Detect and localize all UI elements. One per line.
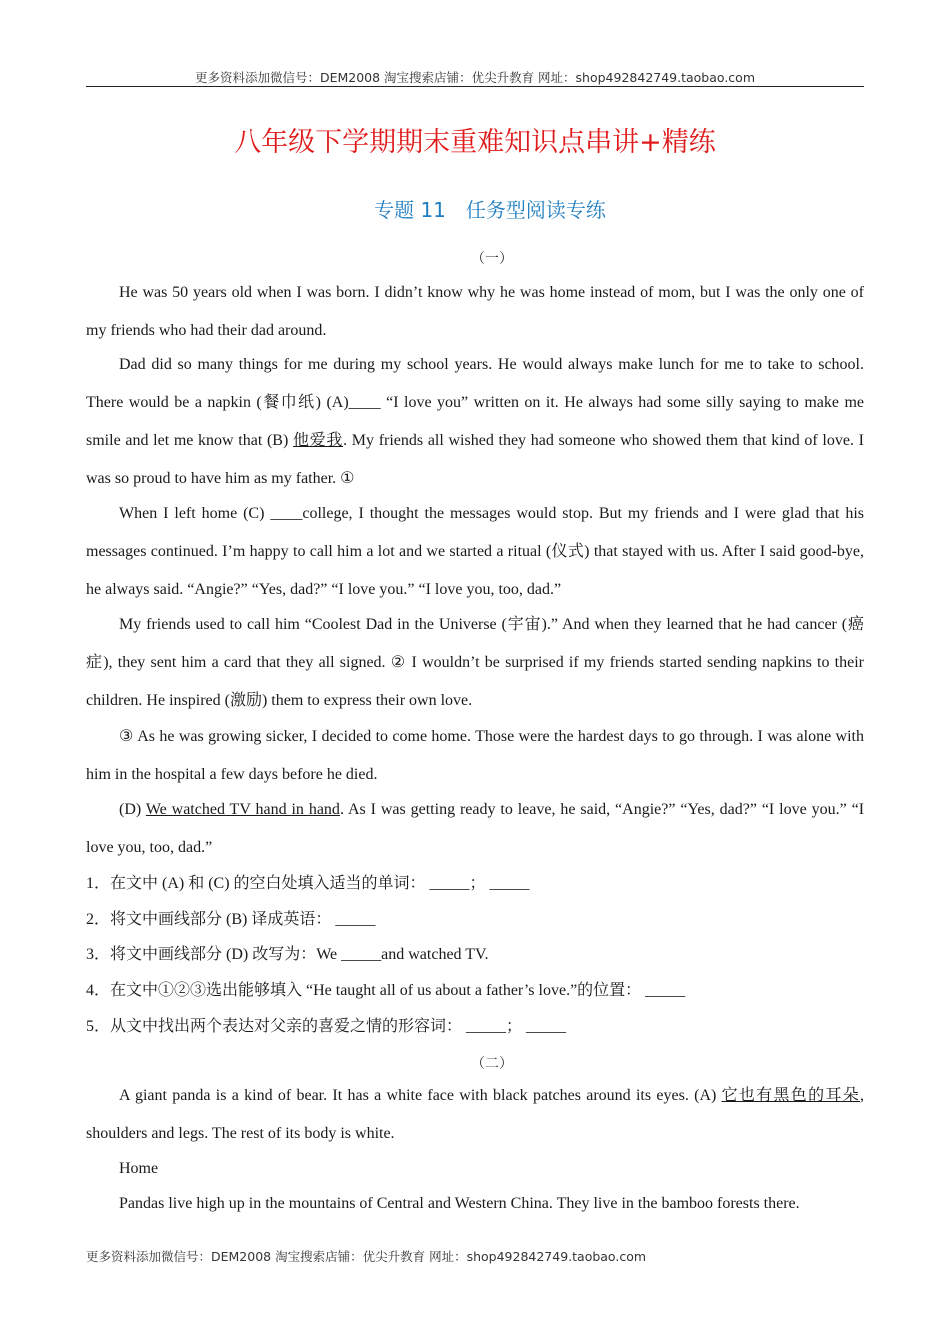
passage1-paragraph-5: ③ As he was growing sicker, I decided to come home. Those were the hardest days to go through. I was alone with him in the hospital a few days before he died. (86, 728, 864, 783)
passage1-paragraph-6 (86, 791, 864, 867)
underlined-phrase-b: 他爱我 (293, 432, 344, 449)
passage1-paragraph-1: He was 50 years old when I was born. I didn’t know why he was home instead of mom, but I was the only one of my friends who had their dad around. (86, 284, 864, 339)
passage2-paragraph-1 (86, 1077, 864, 1153)
underlined-phrase-d: We watched TV hand in hand (145, 801, 340, 818)
page-header: 更多资料添加微信号：DEM2008 淘宝搜索店铺：优尖升教育 网址：shop492842749.taobao.com (194, 70, 756, 85)
section-two-label: （二） (471, 1057, 513, 1072)
document-title: 八年级下学期期末重难知识点串讲+精练 (234, 127, 716, 158)
passage1-paragraph-6-text-a: (D) (119, 801, 146, 818)
section-one-label: （一） (471, 252, 513, 267)
question-2: 2．将文中画线部分 (B) 译成英语： _____ (86, 911, 376, 928)
question-5: 5．从文中找出两个表达对父亲的喜爱之情的形容词： _____； _____ (86, 1018, 567, 1035)
underlined-phrase-a: 它也有黑色的耳朵 (721, 1087, 860, 1104)
passage1-paragraph-6-text-b: . As I was getting ready to leave, he said, “Angie?” “Yes, dad?” “I love you.” “I love you, too, dad.” (86, 801, 865, 856)
passage1-paragraph-2-text-b: . My friends all wished they had someone who showed them that kind of love. I was so proud to have him as my father. ① (86, 432, 864, 487)
question-3: 3．将文中画线部分 (D) 改写为：We _____and watched TV. (86, 946, 489, 963)
question-4: 4．在文中①②③选出能够填入 “He taught all of us about a father’s love.”的位置： _____ (86, 982, 686, 999)
header-divider (86, 86, 864, 87)
page-footer: 更多资料添加微信号：DEM2008 淘宝搜索店铺：优尖升教育 网址：shop492842749.taobao.com (86, 1249, 647, 1264)
document-subtitle: 专题 11 任务型阅读专练 (374, 198, 606, 222)
question-1: 1．在文中 (A) 和 (C) 的空白处填入适当的单词： _____； _____ (86, 875, 530, 892)
passage1-paragraph-3: When I left home (C) ____college, I thought the messages would stop. But my friends and I were glad that his messages continued. I’m happy to call him a lot and we started a ritual (仪式) that stayed with us. After I said good-bye, he always said. “Angie?” “Yes, dad?” “I love you.” “I love you, too, dad.” (86, 505, 864, 598)
passage2-heading-home: Home (119, 1160, 159, 1177)
passage1-paragraph-2-text-a: Dad did so many things for me during my school years. He would always make lunch for me to take to school. There would be a napkin (餐巾纸) (A)____ “I love you” written on it. He always had some silly saying to make me smile and let me know that (B) (86, 356, 864, 449)
passage1-paragraph-2 (86, 346, 864, 498)
passage1-paragraph-4: My friends used to call him “Coolest Dad in the Universe (宇宙).” And when they learned that he had cancer (癌症), they sent him a card that they all signed. ② I wouldn’t be surprised if my friends started sending napkins to their children. He inspired (激励) them to express their own love. (86, 616, 864, 709)
passage2-paragraph-2: Pandas live high up in the mountains of Central and Western China. They live in the bamboo forests there. (119, 1195, 800, 1212)
passage2-paragraph-1-text-a: A giant panda is a kind of bear. It has a white face with black patches around its eyes. (A) (119, 1087, 722, 1104)
passage2-paragraph-1-text-b: , shoulders and legs. The rest of its body is white. (86, 1087, 864, 1142)
